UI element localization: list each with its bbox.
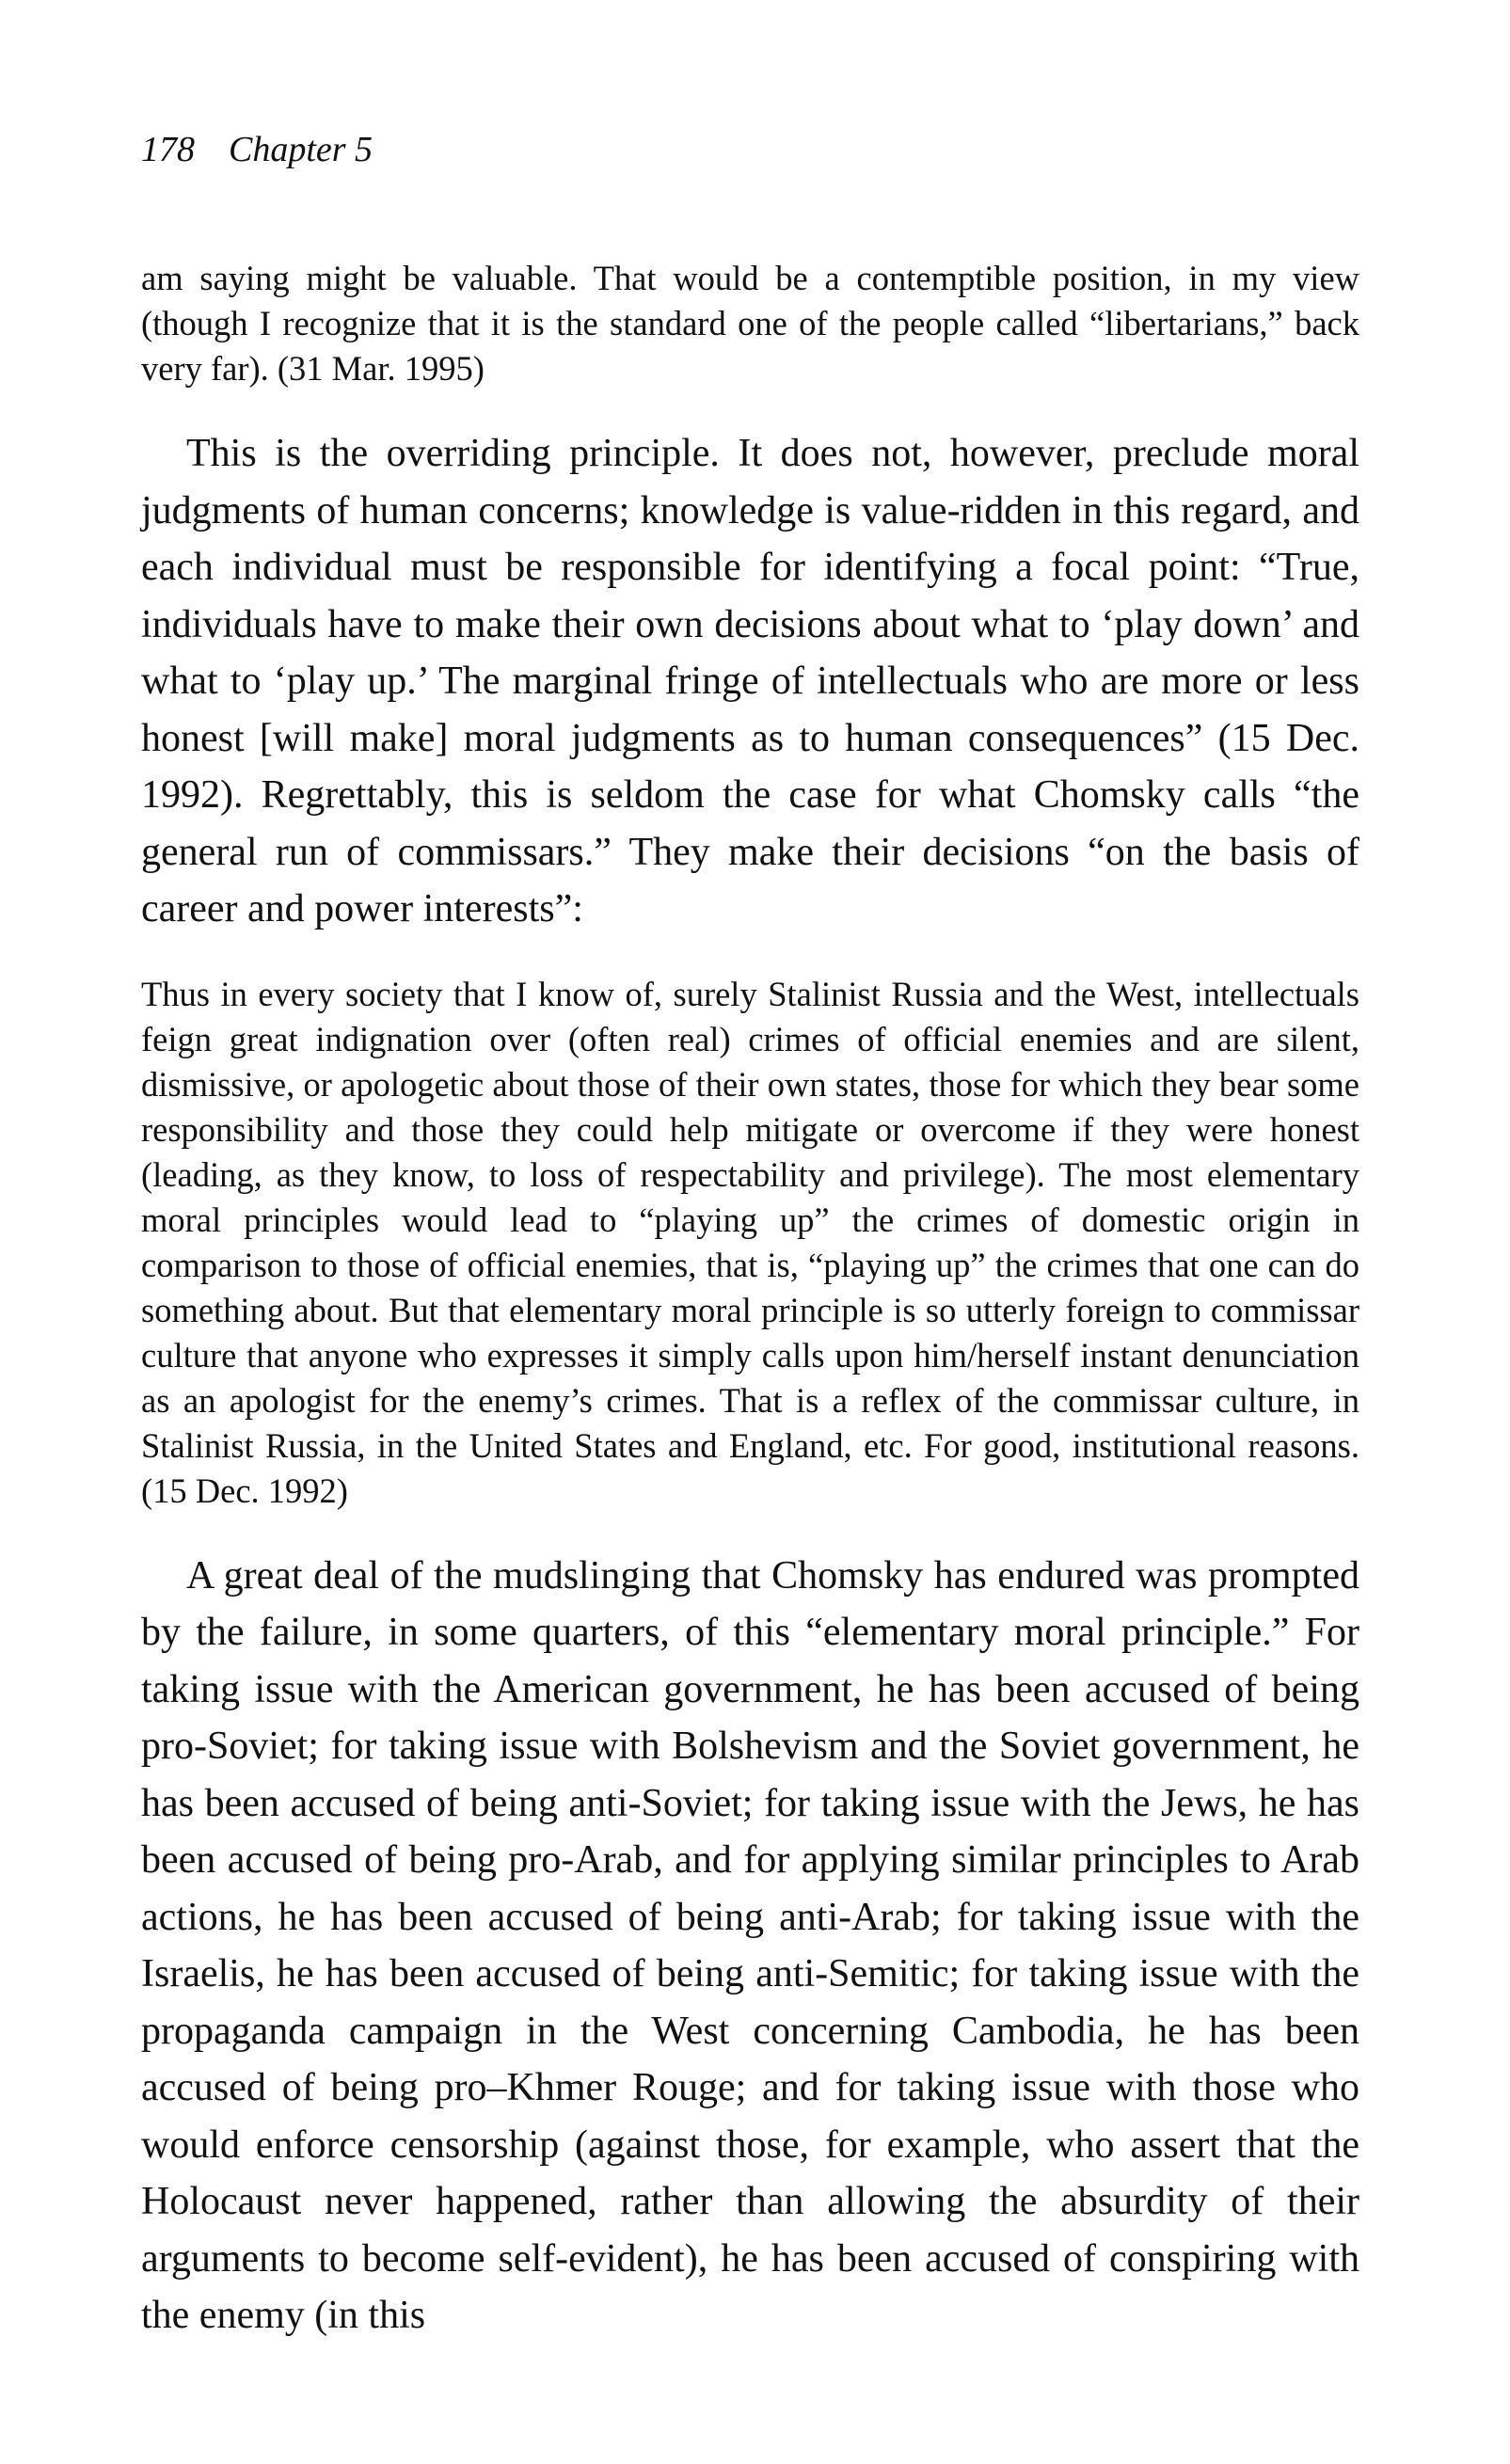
block-quote: Thus in every society that I know of, surely Stalinist Russia and the West, intellectuals feign great indignation over (often real) crimes of official enemies and are silent, dismissive, or apologetic about those of their own states, those for which they bear some responsibility and those they could help mitigate or overcome if they were honest (leading, as they know, to loss of respectability and privilege). The most elementary moral principles would lead to “playing up” the crimes of domestic origin in comparison to those of official enemies, that is, “playing up” the crimes that one can do something about. But that elementary moral principle is so utterly foreign to commissar culture that anyone who expresses it simply calls upon him/herself instant denunciation as an apologist for the enemy’s crimes. That is a reflex of the commissar culture, in Stalinist Russia, in the United States and England, etc. For good, institutional reasons. (15 Dec. 1992) xyxy=(141,974,1359,1510)
body-text xyxy=(141,256,1359,2345)
paragraph: A great deal of the mudslinging that Chomsky has endured was prompted by the failure, in some quarters, of this “elementary moral principle.” For taking issue with the American government, he has been accused of being pro-Soviet; for taking issue with Bolshevism and the Soviet government, he has been accused of being anti-Soviet; for taking issue with the Jews, he has been accused of being pro-Arab, and for applying similar principles to Arab actions, he has been accused of being anti-Arab; for taking issue with the Israelis, he has been accused of being anti-Semitic; for taking issue with the propaganda campaign in the West concerning Cambodia, he has been accused of being pro–Khmer Rouge; and for taking issue with those who would enforce censorship (against those, for example, who assert that the Holocaust never happened, rather than allowing the absurdity of their arguments to become self-evident), he has been accused of conspiring with the enemy (in this xyxy=(141,1553,1359,2337)
page-number: 178 xyxy=(141,130,195,169)
block-quote-continued: am saying might be valuable. That would be a contemptible position, in my view (though I recognize that it is the standard one of the people called “libertarians,” back very far). (31 Mar. 1995) xyxy=(141,259,1359,388)
running-head xyxy=(141,132,373,167)
chapter-title: Chapter 5 xyxy=(229,130,374,169)
paragraph: This is the overriding principle. It does not, however, preclude moral judgments of human concerns; knowledge is value-ridden in this regard, and each individual must be responsible for identifying a focal point: “True, individuals have to make their own decisions about what to ‘play down’ and what to ‘play up.’ The marginal fringe of intellectuals who are more or less honest [will make] moral judgments as to human consequences” (15 Dec. 1992). Regrettably, this is seldom the case for what Chomsky calls “the general run of commissars.” They make their decisions “on the basis of career and power interests”: xyxy=(141,432,1359,930)
